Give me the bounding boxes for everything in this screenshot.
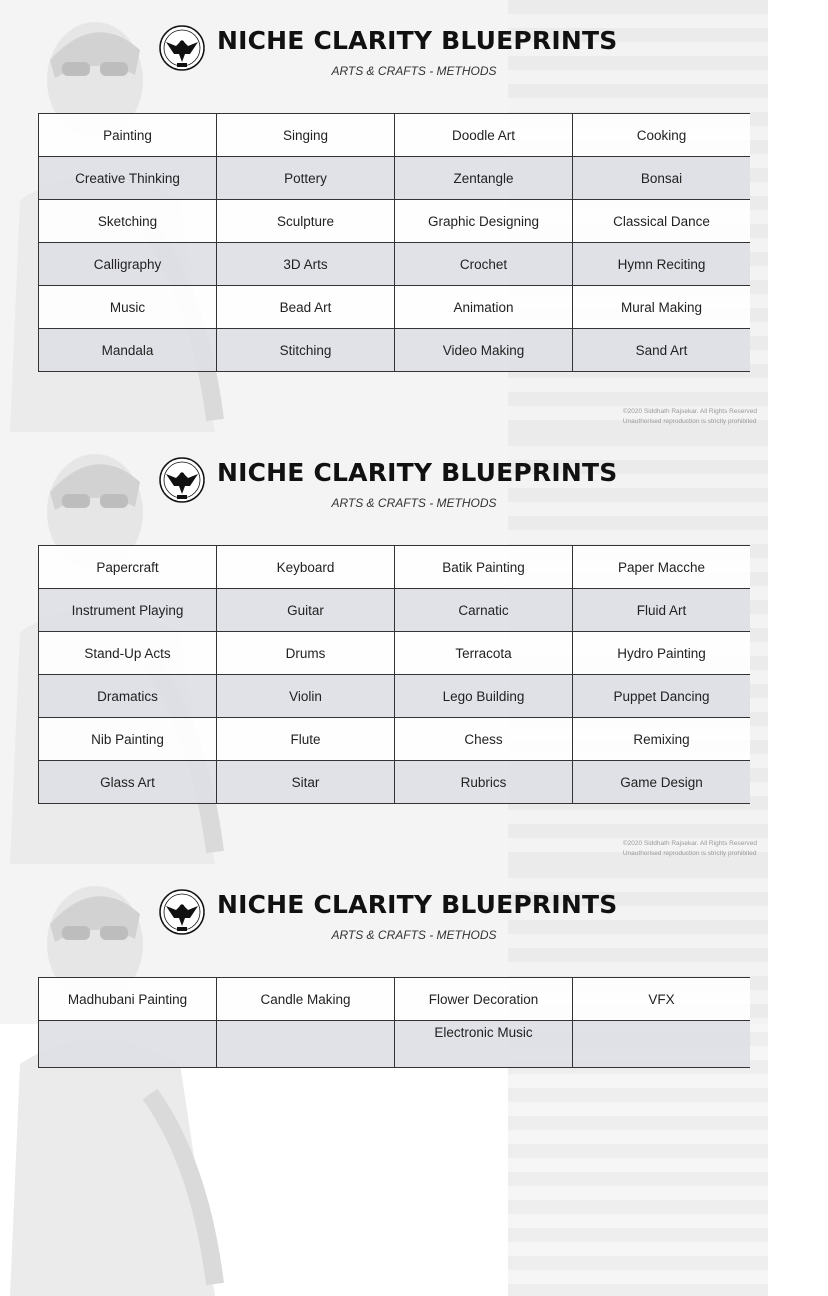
page-subtitle: ARTS & CRAFTS - METHODS: [331, 496, 497, 510]
table-cell: Nib Painting: [39, 718, 217, 761]
table-cell: Madhubani Painting: [39, 978, 217, 1021]
table-cell: Animation: [395, 286, 573, 329]
table-cell: Lego Building: [395, 675, 573, 718]
methods-table: [38, 977, 750, 1068]
table-cell: Cooking: [573, 114, 751, 157]
table-cell: 3D Arts: [217, 243, 395, 286]
table-cell: Mural Making: [573, 286, 751, 329]
page-header: [0, 22, 768, 92]
table-cell: Sand Art: [573, 329, 751, 372]
table-cell: Painting: [39, 114, 217, 157]
table-cell: Game Design: [573, 761, 751, 804]
blueprint-page: [0, 864, 768, 1040]
table-cell: Violin: [217, 675, 395, 718]
table-cell: Classical Dance: [573, 200, 751, 243]
table-cell: Glass Art: [39, 761, 217, 804]
table-row: [39, 978, 751, 1021]
table-cell: Crochet: [395, 243, 573, 286]
copyright-notice: [623, 407, 757, 427]
page-title: NICHE CLARITY BLUEPRINTS: [217, 890, 618, 919]
table-cell: Chess: [395, 718, 573, 761]
table-row: [39, 243, 751, 286]
table-cell: Mandala: [39, 329, 217, 372]
page-subtitle: ARTS & CRAFTS - METHODS: [331, 928, 497, 942]
table-cell: Terracota: [395, 632, 573, 675]
table-row: [39, 546, 751, 589]
table-row: [39, 675, 751, 718]
table-cell: Stand-Up Acts: [39, 632, 217, 675]
table-cell: Guitar: [217, 589, 395, 632]
copyright-line: ©2020 Siddhath Rajsekar. All Rights Reserved: [622, 408, 757, 415]
table-cell: Remixing: [573, 718, 751, 761]
page-header: [0, 454, 768, 524]
page-title: NICHE CLARITY BLUEPRINTS: [217, 458, 618, 487]
methods-table: [38, 545, 750, 804]
table-cell: Singing: [217, 114, 395, 157]
table-cell: Drums: [217, 632, 395, 675]
page-header: [0, 886, 768, 956]
table-cell: Zentangle: [395, 157, 573, 200]
table-row: [39, 589, 751, 632]
table-row: [39, 286, 751, 329]
table-cell: Carnatic: [395, 589, 573, 632]
table-cell: Batik Painting: [395, 546, 573, 589]
table-cell: [573, 1021, 751, 1068]
table-row: [39, 718, 751, 761]
table-cell: Calligraphy: [39, 243, 217, 286]
table-cell: Hydro Painting: [573, 632, 751, 675]
page-title: NICHE CLARITY BLUEPRINTS: [217, 26, 618, 55]
table-cell: Fluid Art: [573, 589, 751, 632]
table-cell: Bonsai: [573, 157, 751, 200]
table-cell: Instrument Playing: [39, 589, 217, 632]
table-cell: Paper Macche: [573, 546, 751, 589]
copyright-line: Unauthorised reproduction is strictly prohibited: [622, 850, 757, 857]
table-cell: Papercraft: [39, 546, 217, 589]
table-cell: Flower Decoration: [395, 978, 573, 1021]
table-cell: Dramatics: [39, 675, 217, 718]
table-row: [39, 157, 751, 200]
blueprint-page: [0, 0, 768, 432]
copyright-line: ©2020 Siddhath Rajsekar. All Rights Reserved: [622, 840, 757, 847]
table-row: [39, 114, 751, 157]
table-cell: Bead Art: [217, 286, 395, 329]
table-cell: Creative Thinking: [39, 157, 217, 200]
page-subtitle: ARTS & CRAFTS - METHODS: [331, 64, 497, 78]
copyright-line: Unauthorised reproduction is strictly prohibited: [622, 418, 757, 425]
table-cell: Video Making: [395, 329, 573, 372]
table-cell: Keyboard: [217, 546, 395, 589]
table-cell: Puppet Dancing: [573, 675, 751, 718]
table-cell: VFX: [573, 978, 751, 1021]
copyright-notice: [623, 839, 757, 859]
table-cell: Pottery: [217, 157, 395, 200]
methods-table: [38, 113, 750, 372]
table-cell: [39, 1021, 217, 1068]
table-row: [39, 1021, 751, 1068]
table-cell: Rubrics: [395, 761, 573, 804]
table-row: [39, 329, 751, 372]
table-cell: Sketching: [39, 200, 217, 243]
table-cell: Graphic Designing: [395, 200, 573, 243]
table-row: [39, 200, 751, 243]
table-cell: Hymn Reciting: [573, 243, 751, 286]
table-row: [39, 761, 751, 804]
table-cell: Doodle Art: [395, 114, 573, 157]
blueprint-page: [0, 432, 768, 864]
table-row: [39, 632, 751, 675]
table-cell: Flute: [217, 718, 395, 761]
table-cell: Candle Making: [217, 978, 395, 1021]
table-cell: Sculpture: [217, 200, 395, 243]
table-cell: Electronic Music: [395, 1021, 573, 1068]
table-cell: Stitching: [217, 329, 395, 372]
table-cell: [217, 1021, 395, 1068]
table-cell: Music: [39, 286, 217, 329]
table-cell: Sitar: [217, 761, 395, 804]
